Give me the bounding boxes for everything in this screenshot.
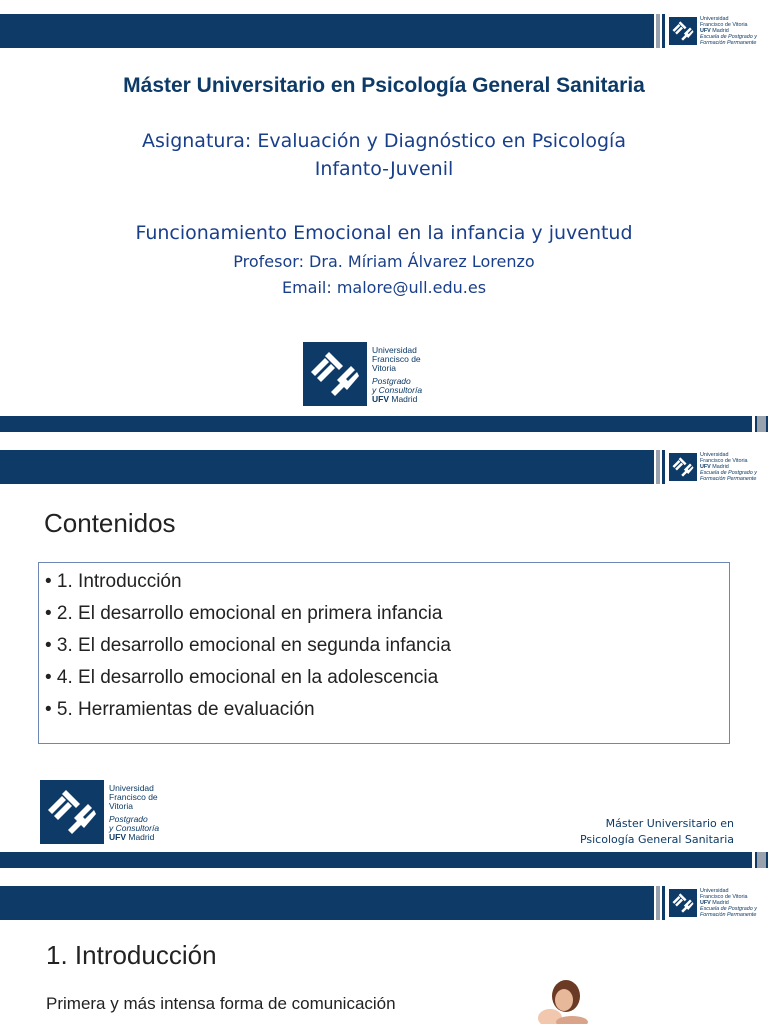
ufv-logo-icon xyxy=(669,889,697,917)
mother-baby-photo xyxy=(532,974,592,1024)
university-logo xyxy=(40,780,159,844)
list-item: • 4. El desarrollo emocional en la adolescencia xyxy=(45,667,439,688)
professor-email: Email: malore@ull.edu.es xyxy=(281,278,487,297)
subject-line-1: Asignatura: Evaluación y Diagnóstico en Psicología xyxy=(142,130,626,152)
slide-title xyxy=(0,0,768,432)
slide-contents xyxy=(0,436,768,868)
program-footer: Máster Universitario en Psicología General Sanitaria xyxy=(579,817,734,846)
university-logo-text: Universidad Francisco de Vitoria Postgrado y Consultoría UFV Madrid xyxy=(372,345,423,404)
corner-logo xyxy=(654,450,768,484)
contents-list xyxy=(38,562,730,744)
list-item: • 2. El desarrollo emocional en primera infancia xyxy=(45,603,443,624)
ufv-logo-icon xyxy=(40,780,104,844)
section-heading: 1. Introducción xyxy=(46,940,217,970)
ufv-logo-icon xyxy=(303,342,367,406)
list-item: • 5. Herramientas de evaluación xyxy=(45,699,315,720)
professor-name: Profesor: Dra. Míriam Álvarez Lorenzo xyxy=(233,252,535,271)
header-bar xyxy=(0,886,768,920)
corner-logo-text: Universidad Francisco de Vitoria UFV Madrid Escuela de Postgrado y Formación Permanente xyxy=(700,888,757,918)
section-text: Primera y más intensa forma de comunicación xyxy=(46,994,396,1013)
corner-logo xyxy=(654,14,768,48)
corner-logo-text: Universidad Francisco de Vitoria UFV Madrid Escuela de Postgrado y Formación Permanente xyxy=(700,16,757,46)
university-logo-text: Universidad Francisco de Vitoria Postgrado y Consultoría UFV Madrid xyxy=(109,783,160,842)
ufv-logo-icon xyxy=(669,17,697,45)
header-bar xyxy=(0,14,768,48)
subject-line-2: Infanto-Juvenil xyxy=(314,158,454,180)
university-logo xyxy=(303,342,422,406)
ufv-logo-icon xyxy=(669,453,697,481)
list-item: • 1. Introducción xyxy=(45,571,182,592)
footer-bar xyxy=(0,852,768,868)
list-item: • 3. El desarrollo emocional en segunda infancia xyxy=(45,635,451,656)
program-title: Máster Universitario en Psicología General Sanitaria xyxy=(123,74,645,97)
slide-introduction xyxy=(0,872,768,1024)
corner-logo-text: Universidad Francisco de Vitoria UFV Madrid Escuela de Postgrado y Formación Permanente xyxy=(700,452,757,482)
contents-heading: Contenidos xyxy=(44,508,176,538)
header-bar xyxy=(0,450,768,484)
topic-title: Funcionamiento Emocional en la infancia y juventud xyxy=(135,222,633,244)
corner-logo xyxy=(654,886,768,920)
footer-bar xyxy=(0,416,768,432)
